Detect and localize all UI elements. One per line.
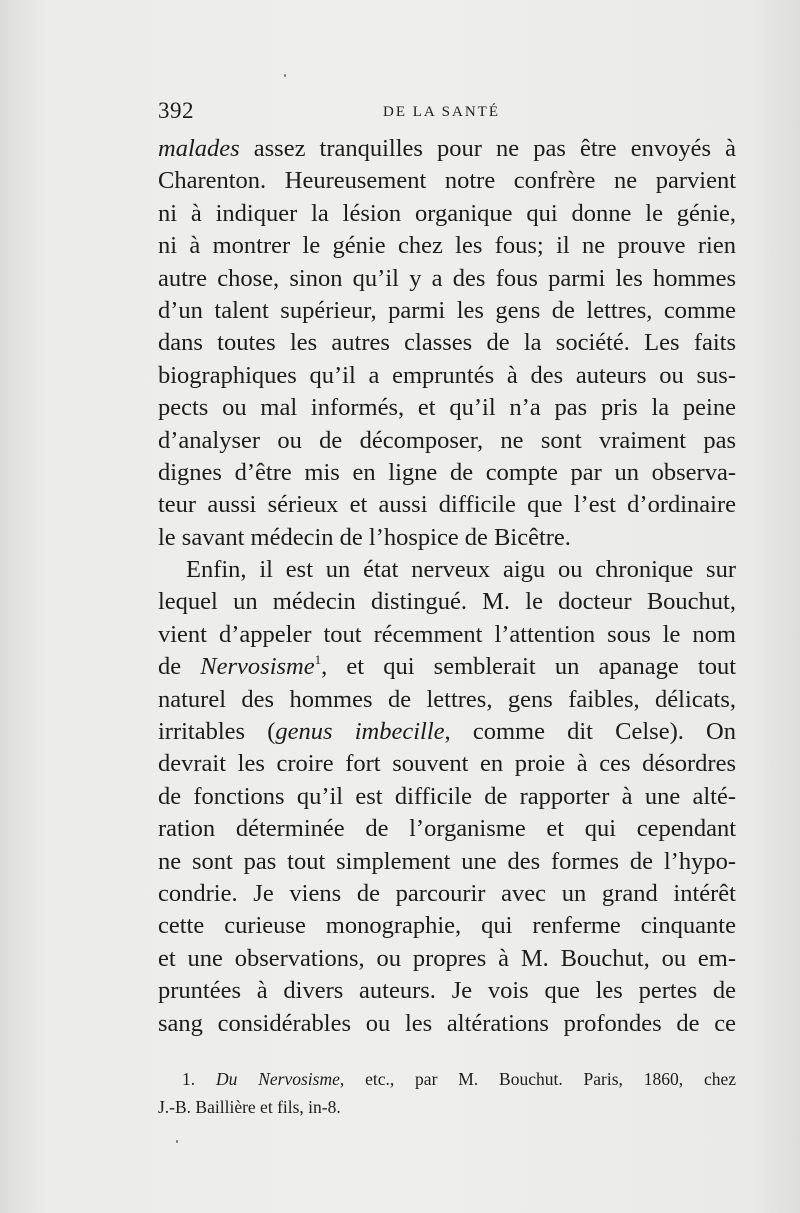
text-line [158,392,736,424]
text-line [158,846,736,878]
italic-text: Nervosisme [200,653,315,681]
footnote-line [158,1065,736,1093]
page-header [158,98,738,128]
paper-speck [176,1140,178,1143]
text-line [158,716,736,748]
text-segment: condrie. Je viens de parcourir avec un grand intérêt [158,879,736,907]
text-line [158,198,736,230]
text-segment: d’analyser ou de décomposer, ne sont vraiment pas [158,426,736,454]
text-line [158,165,736,197]
text-line [158,813,736,845]
text-segment: lequel un médecin distingué. M. le docteur Bouchut, [158,588,736,616]
text-line [158,910,736,942]
text-line [158,975,736,1007]
text-line [158,489,736,521]
text-line [158,327,736,359]
text-segment: naturel des hommes de lettres, gens faibles, délicats, [158,685,736,713]
text-segment: , etc., par M. Bouchut. Paris, 1860, chez [339,1069,737,1089]
text-line [158,457,736,489]
text-line [158,425,736,457]
text-segment: ne sont pas tout simplement une des formes de l’hypo- [158,847,736,875]
italic-text: Du Nervosisme [215,1069,340,1089]
text-line [158,651,736,683]
text-line [158,295,736,327]
text-segment: biographiques qu’il a empruntés à des auteurs ou sus- [158,361,736,389]
text-segment: vient d’appeler tout récemment l’attention sous le nom [158,620,736,648]
text-line [158,684,736,716]
text-line [158,1008,736,1040]
text-line [158,360,736,392]
text-segment: ni à indiquer la lésion organique qui donne le génie, [158,199,736,227]
text-segment: 1. [182,1069,216,1089]
footnote-marker: 1 [314,652,322,668]
text-segment: , comme dit Celse). On [444,718,736,746]
text-segment: Charenton. Heureusement notre confrère ne parvient [158,167,736,195]
text-segment: assez tranquilles pour ne pas être envoyés à [239,135,736,162]
text-segment: d’un talent supérieur, parmi les gens de lettres, comme [158,296,736,324]
italic-text: genus imbecille [275,718,445,746]
text-segment: Enfin, il est un état nerveux aigu ou chronique sur [186,556,736,584]
body-text [158,133,736,1040]
footnotes [158,1065,736,1121]
text-segment: pruntées à divers auteurs. Je vois que les pertes de [158,977,736,1005]
paper-speck [284,74,286,77]
text-segment: pects ou mal informés, et qu’il n’a pas pris la peine [158,394,736,422]
text-line [158,748,736,780]
text-line [158,878,736,910]
text-line [158,522,736,554]
text-line [158,554,736,586]
text-line [158,230,736,262]
italic-text: malades [158,135,240,162]
text-segment: le savant médecin de l’hospice de Bicêtre. [158,523,571,551]
text-segment: dignes d’être mis en ligne de compte par un observa- [158,458,736,486]
text-line [158,263,736,295]
text-segment: ration déterminée de l’organisme et qui cependant [158,815,736,843]
text-line [158,943,736,975]
text-segment: autre chose, sinon qu’il y a des fous parmi les hommes [158,264,736,292]
text-segment: de [158,653,201,681]
text-segment: teur aussi sérieux et aussi difficile que l’est d’ordinaire [158,491,736,519]
footnote-line [158,1093,736,1121]
text-segment: de fonctions qu’il est difficile de rapporter à une alté- [158,782,736,810]
text-segment: irritables ( [158,718,276,746]
running-head: DE LA SANTÉ [383,104,500,120]
text-segment: devrait les croire fort souvent en proie à ces désordres [158,750,736,778]
text-segment: sang considérables ou les altérations profondes de ce [158,1009,736,1037]
text-line [158,781,736,813]
text-segment: dans toutes les autres classes de la société. Les faits [158,329,736,357]
text-segment: J.-B. Baillière et fils, in-8. [158,1097,341,1117]
text-line [158,133,736,165]
text-line [158,586,736,618]
page-number: 392 [158,98,194,123]
text-segment: ni à montrer le génie chez les fous; il ne prouve rien [158,232,736,260]
text-segment: , et qui semblerait un apanage tout [321,653,736,681]
text-line [158,619,736,651]
text-segment: et une observations, ou propres à M. Bouchut, ou em- [158,944,736,972]
text-segment: cette curieuse monographie, qui renferme cinquante [158,912,736,940]
